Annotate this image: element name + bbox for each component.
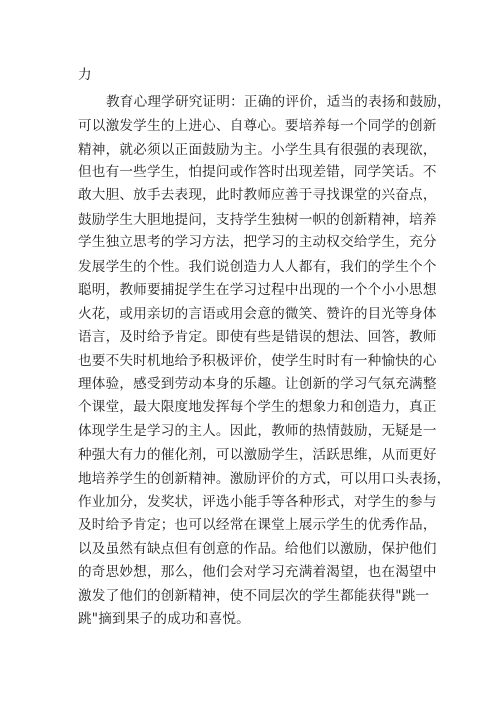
text-line: 敢大胆、放手去表现，此时教师应善于寻找课堂的兴奋点， [78, 187, 437, 203]
text-line: 以及虽然有缺点但有创意的作品。给他们以激励，保护他们 [78, 541, 437, 557]
text-line: 地培养学生的创新精神。激励评价的方式，可以用口头表扬， [78, 471, 451, 487]
text-line: 聪明，教师要捕捉学生在学习过程中出现的一个个小小思想 [78, 282, 437, 298]
text-line: 力 [78, 67, 92, 83]
text-line: 跳"摘到果子的成功和喜悦。 [78, 611, 250, 627]
text-line: 个课堂，最大限度地发挥每个学生的想象力和创造力，真正 [78, 399, 437, 415]
text-line: 理体验，感受到劳动本身的乐趣。让创新的学习气氛充满整 [78, 376, 437, 392]
text-line: 种强大有力的催化剂，可以激励学生，活跃思维，从而更好 [78, 447, 437, 463]
text-line: 的奇思妙想，那么，他们会对学习充满着渴望，也在渴望中 [78, 564, 437, 580]
text-line: 发展学生的个性。我们说创造力人人都有，我们的学生个个 [78, 259, 437, 275]
text-line: 鼓励学生大胆地提问，支持学生独树一帜的创新精神，培养 [78, 212, 437, 228]
text-line: 作业加分，发奖状，评选小能手等各种形式，对学生的参与 [78, 494, 437, 510]
text-line: 但也有一些学生，怕提问或作答时出现差错，同学笑话。不 [78, 164, 437, 180]
text-line: 也要不失时机地给予积极评价，使学生时时有一种愉快的心 [78, 353, 437, 369]
text-line: 学生独立思考的学习方法，把学习的主动权交给学生，充分 [78, 234, 437, 250]
text-line: 及时给予肯定；也可以经常在课堂上展示学生的优秀作品， [78, 517, 437, 533]
text-line: 激发了他们的创新精神，使不同层次的学生都能获得"跳一 [78, 588, 430, 604]
text-line: 火花，或用亲切的言语或用会意的微笑、赞许的目光等身体 [78, 306, 437, 322]
text-line: 精神，就必须以正面鼓励为主。小学生具有很强的表现欲， [78, 142, 437, 158]
text-line: 语言，及时给予肯定。即使有些是错误的想法、回答，教师 [78, 329, 437, 345]
paragraph-first-line: 教育心理学研究证明：正确的评价，适当的表扬和鼓励， [106, 94, 451, 110]
text-line: 体现学生是学习的主人。因此，教师的热情鼓励，无疑是一 [78, 423, 437, 439]
text-line: 可以激发学生的上进心、自尊心。要培养每一个同学的创新 [78, 118, 437, 134]
